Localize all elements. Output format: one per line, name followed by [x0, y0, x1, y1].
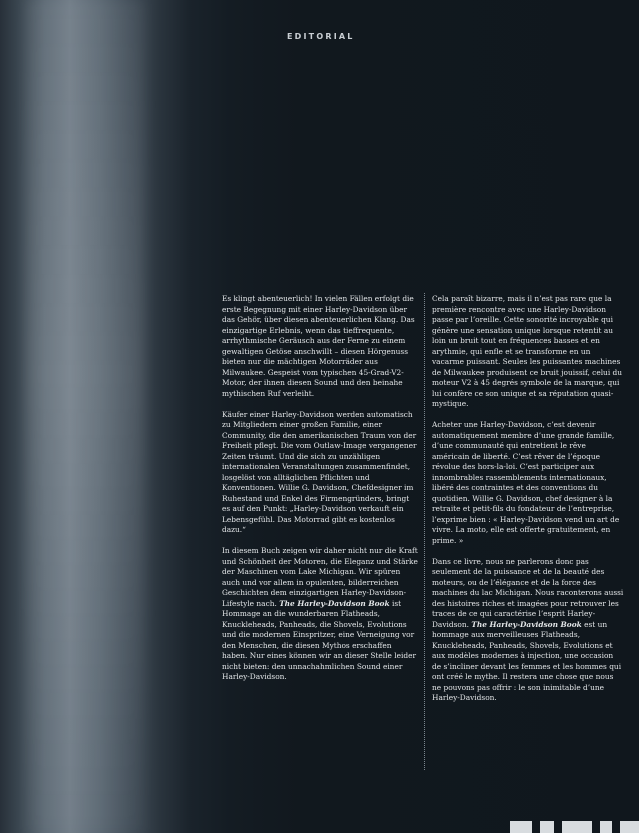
french-paragraph-1: Cela paraît bizarre, mais il n’est pas rare que la première rencontre avec une Harley-Davidson passe par l’oreille. Cette sonorité incroyable qui génère une sensation unique lorsque retentit au loin un bruit tout en fréquences basses et en arythmie, qui enfle et se transforme en un vacarme puissant. Seules les puissantes machines de Milwaukee produisent ce bruit jouissif, celui du moteur V2 à 45 degrés symbole de la marque, qui lui confère ce son unique et sa réputation quasi-mystique. — [432, 294, 623, 408]
french-paragraph-3 — [432, 557, 624, 704]
german-book-title: The Harley-Davidson Book — [279, 598, 390, 608]
light-streak — [25, 0, 145, 833]
german-p3-rest: ist Hommage an die wunderbaren Flatheads, Knuckleheads, Panheads, die Shovels, Evolutions und die modernen Einspritzer, eine Verneigung vor den Menschen, die diesen Mythos erschaffen haben. Nur eines können wir an dieser Stelle leider nicht bieten: den unnachahmlichen Sound einer Harley-Davidson. — [222, 598, 416, 681]
bottom-edge-marks — [500, 821, 639, 833]
german-column — [222, 294, 418, 693]
french-column — [432, 294, 624, 714]
french-p3-rest: est un hommage aux merveilleuses Flatheads, Knuckleheads, Panheads, Shovels, Evolutions et aux modèles modernes à injection, une occasion de s’incliner devant les femmes et les hommes qui ont créé le mythe. Il restera une chose que nous ne pouvons pas offrir : le son inimitable d’une Harley-Davidson. — [432, 619, 622, 702]
column-divider — [424, 293, 425, 770]
french-paragraph-2: Acheter une Harley-Davidson, c’est devenir automatiquement membre d’une grande famille, d’une communauté qui entretient le rêve américain de liberté. C’est rêver de l’époque révolue des hors-la-loi. C’est participer aux innombrables rassemblements internationaux, libéré des contraintes et des conventions du quotidien. Willie G. Davidson, chef designer à la retraite et petit-fils du fondateur de l’entreprise, l’exprime bien : « Harley-Davidson vend un art de vivre. La moto, elle est offerte gratuitement, en prime. » — [432, 420, 620, 545]
german-p3-intro: In diesem Buch zeigen wir daher nicht nur die Kraft und Schönheit der Motoren, die Eleganz und Stärke der Maschinen vom Lake Michigan. Wir spüren auch und vor allem in opulenten, bilderreichen Geschichten dem einzigartigen Harley-Davidson-Lifestyle nach. — [222, 546, 418, 608]
section-header: EDITORIAL — [287, 32, 355, 41]
german-paragraph-1: Es klingt abenteuerlich! In vielen Fällen erfolgt die erste Begegnung mit einer Harley-Davidson über das Gehör, über diesen abenteuerlichen Klang. Das einzigartige Erlebnis, wenn das tieffrequente, arrhythmische Geräusch aus der Ferne zu einem gewaltigen Getöse anschwillt – diesen Hörgenuss bieten nur die mächtigen Motorräder aus Milwaukee. Gespeist vom typischen 45-Grad-V2-Motor, der ihnen diesen Sound und den beinahe mythischen Ruf verleiht. — [222, 294, 415, 398]
french-book-title: The Harley-Davidson Book — [471, 619, 582, 629]
french-p3-intro: Dans ce livre, nous ne parlerons donc pas seulement de la puissance et de la beauté des moteurs, ou de l’élégance et de la force des machines du lac Michigan. Nous raconterons aussi des histoires riches et imagées pour retrouver les traces de ce qui caractérise l’esprit Harley-Davidson. — [432, 556, 624, 629]
german-paragraph-3 — [222, 546, 418, 683]
german-paragraph-2: Käufer einer Harley-Davidson werden automatisch zu Mitgliedern einer großen Familie, einer Community, die den amerikanischen Traum von der Freiheit pflegt. Die vom Outlaw-Image vergangener Zeiten träumt. Und die sich zu unzähligen internationalen Veranstaltungen zusammenfindet, losgelöst von alltäglichen Pflichten und Konventionen. Willie G. Davidson, Chefdesigner im Ruhestand und Enkel des Firmengründers, bringt es auf den Punkt: „Harley-Davidson verkauft ein Lebensgefühl. Das Motorrad gibt es kostenlos dazu.“ — [222, 409, 417, 534]
